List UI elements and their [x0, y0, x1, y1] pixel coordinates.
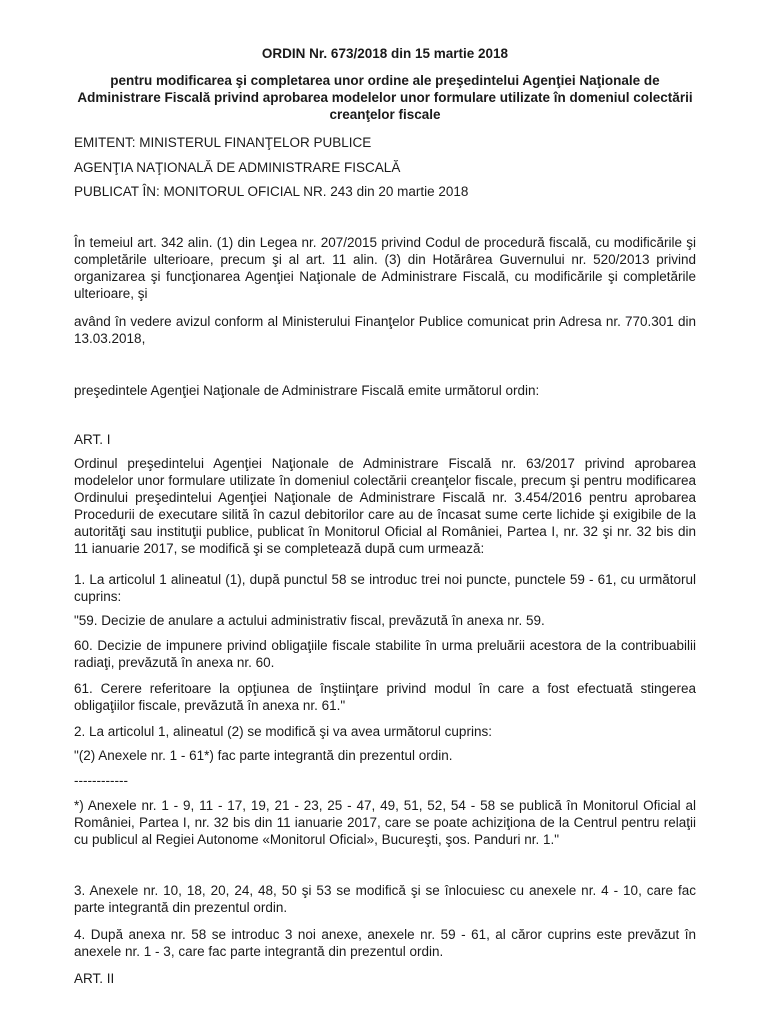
emitent-line: EMITENT: MINISTERUL FINANŢELOR PUBLICE	[74, 135, 372, 150]
document-title: ORDIN Nr. 673/2018 din 15 martie 2018	[261, 46, 509, 61]
point-59: "59. Decizie de anulare a actului administrativ fiscal, prevăzută în anexa nr. 59.	[74, 613, 545, 628]
footnote-paragraph: *) Anexele nr. 1 - 9, 11 - 17, 19, 21 - 23, 25 - 47, 49, 51, 52, 54 - 58 se publică în Monitorul Oficial al României, Partea I, nr. 32 bis din 11 ianuarie 2017, care se poate achiziţiona de la Centrul pentru relaţii cu publicul al Regiei Autonome «Monitorul Oficial», Bucureşti, şos. Panduri nr. 1."	[74, 798, 696, 847]
separator-line: ------------	[74, 773, 128, 788]
article-2-heading: ART. II	[74, 971, 115, 986]
agency-line: AGENŢIA NAŢIONALĂ DE ADMINISTRARE FISCALĂ	[74, 160, 401, 175]
legal-basis-paragraph: În temeiul art. 342 alin. (1) din Legea nr. 207/2015 privind Codul de procedură fiscală, cu modificările şi completările ulterioare, precum şi al art. 11 alin. (3) din Hotărârea Guvernului nr. 520/2013 privind organizarea şi funcţionarea Agenţiei Naţionale de Administrare Fiscală, cu modificările şi completările ulterioare, şi	[74, 235, 696, 301]
article-1-intro: Ordinul preşedintelui Agenţiei Naţionale de Administrare Fiscală nr. 63/2017 privind aprobarea modelelor unor formulare utilizate în domeniul colectării creanţelor fiscale, precum şi pentru modificarea Ordinului preşedintelui Agenţiei Naţionale de Administrare Fiscală nr. 3.454/2016 pentru aprobarea Procedurii de executare silită în cazul debitorilor care au de încasat sume certe lichide şi exigibile de la autorităţi sau instituţii publice, publicat în Monitorul Oficial al României, Partea I, nr. 32 şi nr. 32 bis din 11 ianuarie 2017, se modifică şi se completează după cum urmează:	[74, 456, 696, 556]
point-61: 61. Cerere referitoare la opţiunea de înştiinţare privind modul în care a fost efectuată stingerea obligaţiilor fiscale, prevăzută în anexa nr. 61."	[74, 681, 696, 713]
point-3: 3. Anexele nr. 10, 18, 20, 24, 48, 50 şi 53 se modifică şi se înlocuiesc cu anexele nr. 4 - 10, care fac parte integrantă din prezentul ordin.	[74, 883, 696, 915]
advice-paragraph: având în vedere avizul conform al Ministerului Finanţelor Publice comunicat prin Adresa nr. 770.301 din 13.03.2018,	[74, 314, 696, 346]
point-1: 1. La articolul 1 alineatul (1), după punctul 58 se introduc trei noi puncte, punctele 59 - 61, cu următorul cuprins:	[74, 572, 696, 604]
point-60: 60. Decizie de impunere privind obligaţiile fiscale stabilite în urma preluării acestora de la contribuabilii radiaţi, prevăzută în anexa nr. 60.	[74, 638, 696, 670]
document-subtitle: pentru modificarea şi completarea unor ordine ale preşedintelui Agenţiei Naţionale de Administrare Fiscală privind aprobarea modelelor unor formulare utilizate în domeniul colectării creanţelor fiscale	[77, 73, 693, 122]
published-line: PUBLICAT ÎN: MONITORUL OFICIAL NR. 243 din 20 martie 2018	[74, 184, 469, 199]
point-2: 2. La articolul 1, alineatul (2) se modifică şi va avea următorul cuprins:	[74, 724, 492, 739]
annexes-paragraph: "(2) Anexele nr. 1 - 61*) fac parte integrantă din prezentul ordin.	[74, 748, 453, 763]
issuance-paragraph: preşedintele Agenţiei Naţionale de Administrare Fiscală emite următorul ordin:	[74, 383, 540, 398]
point-4: 4. După anexa nr. 58 se introduc 3 noi anexe, anexele nr. 59 - 61, al căror cuprins este prevăzut în anexele nr. 1 - 3, care fac parte integrantă din prezentul ordin.	[74, 927, 696, 959]
article-1-heading: ART. I	[74, 432, 111, 447]
